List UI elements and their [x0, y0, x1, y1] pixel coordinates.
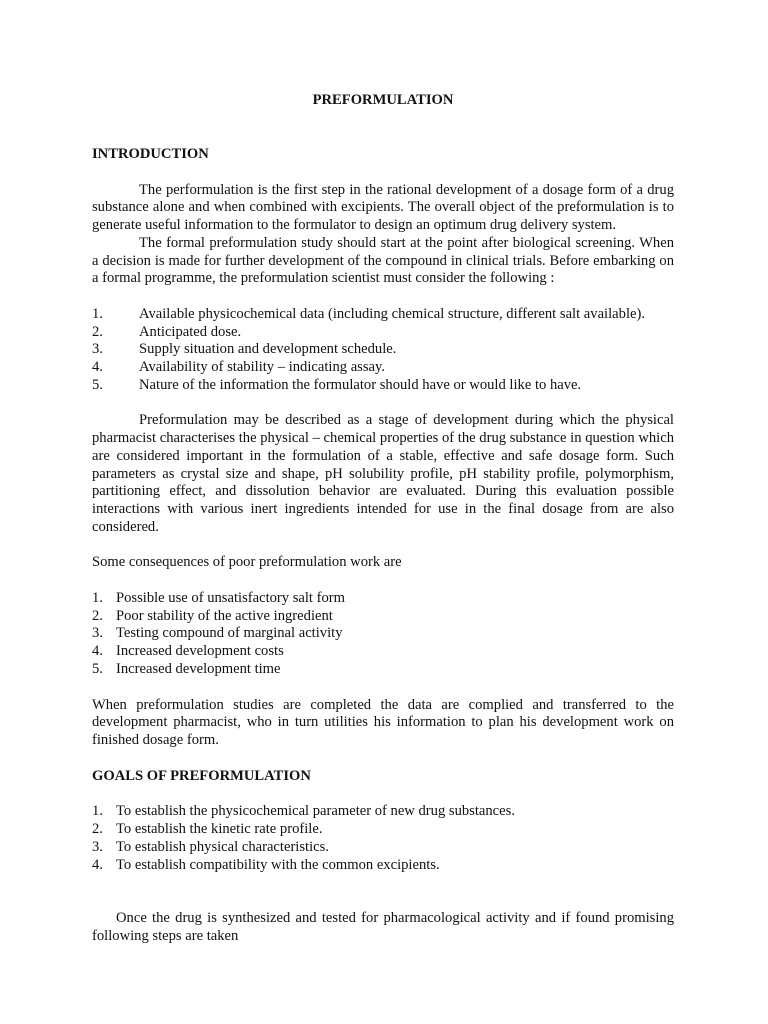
list-text: Anticipated dose. — [139, 323, 242, 340]
list-item — [92, 821, 674, 839]
list-number: 4. — [92, 856, 103, 873]
list-text: Increased development costs — [116, 643, 284, 660]
list-item — [92, 625, 674, 643]
list-text: Supply situation and development schedule. — [139, 341, 397, 358]
list-item — [92, 324, 674, 342]
completion-paragraph: When preformulation studies are completed the data are complied and transferred to the development pharmacist, who in turn utilities his information to plan his development work on finished dosage form. — [92, 696, 674, 748]
list-text: Testing compound of marginal activity — [116, 625, 343, 642]
list-number: 1. — [92, 590, 103, 607]
document-title: PREFORMULATION — [312, 92, 454, 108]
consequences-list — [92, 590, 674, 679]
list-text: To establish physical characteristics. — [116, 838, 329, 855]
list-number: 2. — [92, 607, 103, 624]
list-text: Increased development time — [116, 660, 281, 677]
list-item — [92, 803, 674, 821]
list-item — [92, 341, 674, 359]
preformulation-description-paragraph: Preformulation may be described as a stage of development during which the physical pharmacist characterises the physical – chemical properties of the drug substance in question which are considered important in the formulation of a stable, effective and safe dosage form. Such parameters as crystal size and shape, pH solubility profile, pH stability profile, polymorphism, partitioning effect, and dissolution behavior are evaluated. During this evaluation possible interactions with various inert ingredients intended for use in the final dosage from are also considered. — [92, 412, 674, 535]
intro-paragraph-2: The formal preformulation study should start at the point after biological screening. When a decision is made for further development of the compound in clinical trials. Before embarking on a formal programme, the preformulation scientist must consider the following : — [92, 234, 674, 287]
list-item — [92, 377, 674, 395]
consequences-intro: Some consequences of poor preformulation work are — [92, 554, 402, 571]
list-number: 2. — [92, 323, 103, 340]
intro-paragraph-1: The performulation is the first step in the rational development of a dosage form of a drug substance alone and when combined with excipients. The overall object of the preformulation is to generate useful information to the formulator to design an optimum drug delivery system. — [92, 181, 674, 234]
list-text: Nature of the information the formulator should have or would like to have. — [139, 376, 582, 393]
list-item — [92, 643, 674, 661]
list-number: 3. — [92, 838, 103, 855]
list-item — [92, 306, 674, 324]
list-number: 3. — [92, 341, 103, 358]
list-item — [92, 857, 674, 875]
list-number: 1. — [92, 803, 103, 820]
list-number: 3. — [92, 625, 103, 642]
list-text: Possible use of unsatisfactory salt form — [116, 590, 346, 607]
list-number: 1. — [92, 305, 103, 322]
introduction-heading: INTRODUCTION — [92, 146, 209, 162]
list-number: 4. — [92, 643, 103, 660]
list-number: 4. — [92, 359, 103, 376]
list-number: 5. — [92, 376, 103, 393]
list-item — [92, 590, 674, 608]
spacer — [92, 288, 674, 306]
consideration-list — [92, 306, 674, 395]
list-item — [92, 661, 674, 679]
spacer — [92, 110, 674, 146]
spacer — [92, 874, 674, 910]
next-steps-paragraph: Once the drug is synthesized and tested for pharmacological activity and if found promising following steps are taken — [92, 910, 674, 944]
list-text: To establish the kinetic rate profile. — [116, 821, 323, 838]
list-text: To establish compatibility with the common excipients. — [116, 856, 440, 873]
list-text: Availability of stability – indicating assay. — [139, 359, 386, 376]
document-page — [92, 92, 674, 946]
goals-heading: GOALS OF PREFORMULATION — [92, 767, 311, 784]
spacer — [92, 785, 674, 803]
spacer — [92, 164, 674, 182]
list-item — [92, 608, 674, 626]
goals-list — [92, 803, 674, 874]
list-item — [92, 359, 674, 377]
spacer — [92, 679, 674, 697]
spacer — [92, 536, 674, 554]
spacer — [92, 750, 674, 768]
list-number: 5. — [92, 660, 103, 677]
list-text: Available physicochemical data (including chemical structure, different salt available). — [139, 305, 645, 322]
list-text: Poor stability of the active ingredient — [116, 607, 333, 624]
spacer — [92, 572, 674, 590]
list-item — [92, 839, 674, 857]
list-number: 2. — [92, 821, 103, 838]
list-text: To establish the physicochemical parameter of new drug substances. — [116, 803, 515, 820]
spacer — [92, 394, 674, 412]
